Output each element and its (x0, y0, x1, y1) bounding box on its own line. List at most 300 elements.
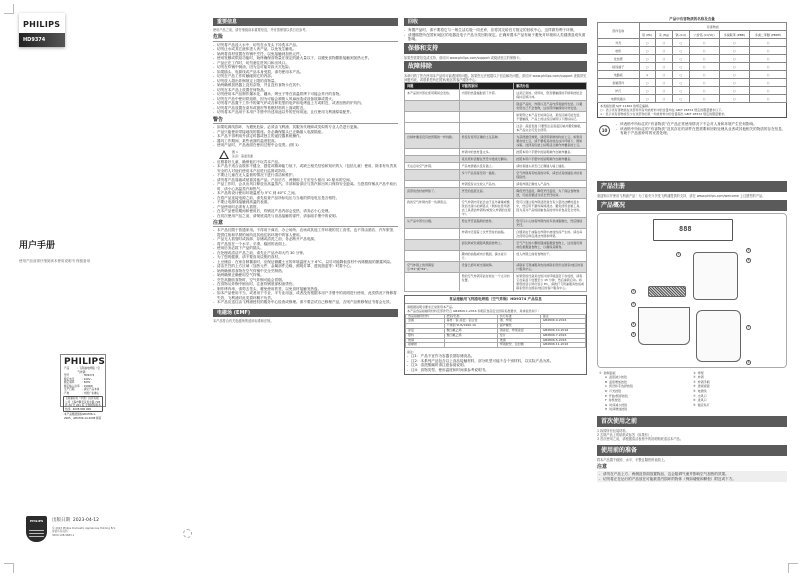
table-cell: GB4806.11-2016 (540, 343, 585, 348)
recycle-icon (183, 529, 192, 538)
legend-item: F 待机按钮 (605, 398, 621, 403)
hazardous-substances-table: 部件名称 有害物质 铅 (Pb) 汞 (Hg) 镉 (Cd) 六价铬 (Cr(VI)) 多溴联苯 (PBB) 多溴二苯醚 (PBDE) 外壳 ○ ○ ○ ○ ○ ○ 电机 ○ ○ ○ ○ ○ ○ 发热管 ○ ○ ○ ○ ○ ○ 接线端子 ○ ○ ○ ○ ○ ○ 电路板 × ○ ○ ○ ○ ○ 金属部件 ○ ○ ○ ○ ○ ○ 炉灯 ○ ○ ○ ○ ○ ○ 电源线插头 ○ ○ ○ ○ ○ ○ (597, 22, 787, 103)
table-cell: 按照本用户手册中的说明制作自制炸薯条。 (514, 156, 587, 163)
substance-mark: ○ (750, 55, 787, 63)
danger-item: - 切勿在本产品上放置任何物品。 (213, 88, 398, 93)
caution-item: - 制作烤肉串，请剪去签头，避免使用铁签，以免食材接触发热盘。 (213, 287, 398, 292)
substance-mark: ○ (719, 47, 749, 55)
rohs-note: ○：表示该有害物质在该部件所有均质材料中的含量均在 GB/T 26572 规定的限量要求以下。 (600, 108, 725, 113)
table-cell: 空气炸锅具有较高的功率，请尝试其他插座并检查保险丝。 (514, 170, 587, 181)
substance-mark: ○ (655, 39, 672, 47)
copyright: © 2023 Philips Domestic Appliances Holding B.V. 保留所有权利 3000.108.9683.1 (52, 527, 116, 537)
table-cell: 面包屑或色素随风溅到食物上。 (459, 240, 514, 251)
table-cell (405, 123, 460, 134)
table-cell (405, 181, 460, 188)
legend-item: H 时间增加按钮 (605, 407, 628, 412)
substance-mark: ○ (639, 87, 655, 95)
label-address: 飞利浦家电（中国）投资有限公司 上海市静安区恒丰路 728 弄 20 号 201 室 全国顾客服务热线：4008 800 008 (63, 396, 103, 412)
table-cell (459, 112, 514, 123)
table-cell: 您在烹饪高脂肪的食材。 (459, 218, 514, 229)
warning-item: - 在本产品使用期间和使用后，炸锅及产品内部会变热，请务必小心处理。 (213, 209, 398, 214)
label-row (64, 392, 102, 396)
rohs-note: ×：表示该有害物质至少在该部件的某一均质材料中的含量超出 GB/T 26572 规定的限量要求。 (600, 112, 728, 117)
danger-item: - 切勿将产品浸入水中，切勿在水龙头下冲洗本产品。 (213, 43, 398, 48)
substance-mark: ○ (639, 39, 655, 47)
substance-mark: ○ (689, 79, 719, 87)
table-cell: 顶部的食材被烤焦了。 (405, 188, 460, 199)
caution-item: - 为了您的健康，请不要食用烧焦的食材。 (213, 255, 398, 260)
label-value: : 50Hz (82, 381, 91, 384)
recycle-item: - 弃置产品时，请不要将它与一般生活垃圾一同丢弃，应将其交给官方指定的回收中心，这样做有利于环保。 (404, 28, 587, 33)
substance-mark: ○ (655, 87, 672, 95)
substance-mark: ○ (719, 79, 749, 87)
table-cell (444, 343, 497, 348)
substance-mark: ○ (750, 63, 787, 71)
danger-item: - 始终将食材放置在炸锅中烹饪，以免接触到加热元件。 (213, 52, 398, 57)
danger-item: - 切勿放入超出炸锅规定上限的食物量。 (213, 79, 398, 84)
caution-item: - 始终确保将食物在空气炸锅中完全烹制熟。 (213, 269, 398, 274)
substance-mark: ○ (639, 55, 655, 63)
caution-item: - 在处理或清洁产品之前，请先让产品冷却大约 30 分钟。 (213, 251, 398, 256)
legend-item: ⑥ 电源线 (693, 388, 707, 393)
table-cell: 为获得最佳效果，请使用新鲜的粉质土豆。如果需要存放土豆，请不要将其存放在冰冷环境下，例如冰箱。选择其包装上标明适合制作炸薯条的土豆。 (514, 134, 587, 149)
substance-mark: ○ (639, 95, 655, 103)
label-logo: PHILIPS (64, 357, 106, 367)
food-note: - 注4：食物类型、使用温度和时间请参考说明书。 (407, 368, 584, 373)
table-cell: 锅盒产品时，炸锅以及产品内部将始终发烫。以避免您自己不会食物，这些部件触摸时切勿发烫。 (514, 101, 587, 112)
table-cell: 白烟是由于油脂在炸锅中被加热而产生的。请在每次使用后彻底清洁炸锅和烤架。 (514, 229, 587, 240)
crop-mark (4, 4, 14, 14)
hot-surface-figure: 图 1 注意：高温表面 (219, 150, 398, 159)
column-header: 铅 (Pb) (639, 31, 655, 39)
danger-item: - 切勿在炸锅中倒油，因为这可能导致火灾危险。 (213, 65, 398, 70)
legend-item: A 温度减少按钮 (605, 375, 627, 380)
table-cell: 钢、烤架 (497, 319, 540, 324)
philips-logo: PHILIPS (19, 13, 65, 33)
column-header: 汞 (Hg) (655, 31, 672, 39)
label-key: 生产日期 (64, 388, 75, 391)
table-cell: 如果您的设备是在较冷的环境温度下存放的，请将它在室温下放置至少 15 分钟，然后重新启动。如果您的显示屏仍显示 E1，请拨打飞利浦服务热线或联系您所在国家/地区的客户服务中心。 (514, 273, 587, 292)
epup-10-icon: 10 (599, 125, 610, 136)
substance-mark: ○ (750, 95, 787, 103)
danger-item: - 始终确保加热器上没有杂物，并且没有食物卡在其中。 (213, 83, 398, 88)
warning-item: - 应照看好儿童，确保他们不玩弄本产品。 (213, 160, 398, 165)
substance-mark: ○ (719, 55, 749, 63)
part-name: 电路板 (598, 71, 640, 79)
model-number: HD9374 (19, 33, 65, 47)
table-row (598, 55, 787, 63)
section-support: 保修和支持 (404, 43, 587, 54)
danger-item: - 如果插头、电源线或产品本身受损，请勿使用本产品。 (213, 70, 398, 75)
section-emf: 电磁场 (EMF) (213, 309, 398, 317)
danger-item: - 切勿将产品放置在桌布或窗帘等易燃材料的上面或附近。 (213, 106, 398, 111)
food-note: - 注3：清洗酸碱时请注意参阅说明。 (407, 363, 584, 368)
caution-item: - 土豆储存：在家自制薯条时，应保证储藏土豆的环境温度大于 6°C，以尽可能降低食材中丙烯酰胺的暴露风险。 (213, 260, 398, 265)
substance-mark: ○ (655, 63, 672, 71)
table-cell (405, 170, 460, 181)
recycle-item: - 请遵循您所在国家/地区的电器及电子产品分类回收规定。正确弃置本产品有助于避免对环境和人类健康造成负面影响。 (404, 33, 587, 42)
table-cell: 垫片 (497, 333, 540, 338)
substance-mark: ○ (672, 55, 689, 63)
warning-item: - 请勿将产品靠墙或贴靠其他产品。产品后方、两侧和上方应至少留出 10 厘米的空间。 (213, 178, 398, 183)
warning-item: - 不要让儿童在无人监督的情况下进行清洁和维护。 (213, 173, 398, 178)
table-cell (405, 149, 460, 156)
warning-item: - 本产品不适合由肢体不健全、感觉或精神能力低下，或缺乏相关经验和知识的人（包括儿童）使用，除非有负责其安全的人对他们使用本产品进行监督或指导。 (213, 164, 398, 173)
table-cell: 某些原料需要在烹饪中途进行翻动。 (459, 156, 514, 163)
table-row (598, 39, 787, 47)
substance-mark: ○ (750, 39, 787, 47)
section-recycle: 回收 (404, 18, 587, 26)
warning-item: - 本产品的设计使用环境温度为 5°C 到 40°C 之间。 (213, 191, 398, 196)
food-note: - 注2：本系列产品包含以上食品接触材料，部分机型可能不含个别材料，以实际产品为准。 (407, 359, 584, 364)
rating-label (60, 354, 106, 420)
substance-mark: ○ (719, 95, 749, 103)
label-key: 额定电压 (64, 377, 75, 381)
substance-mark: ○ (750, 87, 787, 95)
substance-mark: ○ (639, 63, 655, 71)
control-panel-diagram: 888 (653, 219, 733, 241)
substance-mark: ○ (672, 71, 689, 79)
substance-mark: ○ (672, 79, 689, 87)
table-cell: 本产品的外部在使用期间会发热。 (405, 90, 460, 101)
legend-item: C 预设和手选择按钮 (605, 384, 634, 389)
heading-warning: 警告 (213, 118, 398, 124)
substance-mark: ○ (655, 47, 672, 55)
support-column: 回收 - 弃置产品时，请不要将它与一般生活垃圾一同丢弃，应将其交给官方指定的回收中心，这样做有利于环保。 - 请遵循您所在国家/地区的电器及电子产品分类回收规定。正确弃置本产品有助于避免对环境和人类健康造成负面影响。 保修和支持 如果您需要信息或支持，请访问 www.philips.com/support 或阅读独立的保修卡。 故障排除 本章归纳了您在使用本产品时可能遇到的问题。如果您无法根据以下信息解决问题，请访问 www.philips.com/support 查阅常见问题列表，或联系您所在国家/地区的客户服务中心。 问题 可能的原因 解决办法 本产品的外部在使用期间会发热。 内部的热量辐射到了外部。 这是正常的。使用时，您需要触摸的手柄和按钮会保持足够冷却。 锅盒产品时，炸锅以及产品内部将始终发烫。以避免您自己不会食物，这些部件触摸时切勿发烫。 如果您让本产品长时间启动，某些区域可能发烫。不要触摸，产品上的这些区域用以下图标标记。 注意：高温表面 只要您注意高温区域并避免触碰，本产品完全可安全使用。 自制炸薯条没有按预期的一样烧脆。 您没有使用正确的土豆品种。 为获得最佳效果，请使用新鲜的粉质土豆。如果需要存放土豆，请不要将其存放在冰冷环境下，例如冰箱。选择其包装上标明适合制作炸薯条的土豆。 炸锅中的食材量太多。 按照本用户手册中的说明制作自制炸薯条。 某些原料需要在烹饪中途进行翻动。 按照本用户手册中的说明制作自制炸薯条。 无法启动空气炸锅。 产品电源插头没有插上。 请检查插头是否已正确插入墙上插座。 多个产品连接至同一插座。 空气炸锅具有较高的功率，请尝试其他插座并检查保险丝。 炸锅没有完全放入产品内。 请将炸锅正确放入产品内。 顶部的食材被烤焦了。 烹饪的温度过高。 降低烹饪温度，降低烹饪温度，为了保证食物熟透，可能需要适当延长烹饪时间。 我的空气炸锅内部一些剥落点。 空气炸锅内可能会由于意外碰撞或擦洗而出现小的剥落点（例如在使用清洁工具清洁炸锅和/或放入炸锅的过程中）。 您可以通过将炸锅浸泡到含有少量洗洁精的温水中，然后用不磨料海绵清洁。避免使用金属工具。因为其对产品的接触食品的材料是食品安全材料。 从产品中冒出白烟。 您在烹饪高脂肪的食材。 您可以小心地将炸锅内的多余油脂倒出，然后继续烹饪。 炸锅中还留着上次烹饪时的油脂。 白烟是由于油脂在炸锅中被加热而产生的。请在每次使用后彻底清洁炸锅和烤架。 面包屑或色素随风溅到食物上。 空气产生的小颗粒随油脂溅到食物上，这些面包屑或色素溅到食物上，以确保其顺利。 腌肉的油脂或肉汁溅到，滴水成污斤。 放入炸锅之前将食物拍干。 空气炸锅上的屏幕显示“E1”或“E2”。 设备已损坏或出现故障。 请联系飞利浦服务热线或联系您所在国家/地区的客户服务中心。 您的空气炸锅可能存放在一个太冷的位置。 如果您的设备是在较冷的环境温度下存放的，请将它在室温下放置至少 15 分钟，然后重新启动。如果您的显示屏仍显示 E1，请拨打飞利浦服务热线或联系您所在国家/地区的客户服务中心。 食品接触用飞利浦电烤箱（空气炸锅）HD9374 产品信息 请根据说明书要求正常使用本产品。 本产品食品接触用材料及部件符合 GB4806.1-2016 和相应食品安全国家标准要求，具体信息如下： 食品接触用材料 类别/名称 执行标准 备注 金属 基材：铁 涂层：铝合金 钢、烤架 GB4806.9-2016 不锈钢 SUS/1960.10 固炉螺丝 涂层 聚四氟乙烯 锅涂层、烤架涂层 GB4806.10-2016 塑料 聚四氟乙烯 垫片 GB4806.7-2016 玻璃 玻璃 GB4806.5-2016 硅橡胶 烤锅胶垫、密封圈 GB4806.11-2016 备注： - 注1：产品不宜作为容器长期存储食品。 - 注2：本系列产品包含以上食品接触材料，部分机型可能不含个别材料，以实际产品为准。 - 注3：清洗酸碱时请注意参阅说明。 - 注4：食物类型、使用温度和时间请参考说明书。 (404, 17, 587, 375)
table-row (405, 149, 587, 156)
table-cell: GB4806.7-2016 (540, 333, 585, 338)
warning-item: - 产品使用时必须有人看管。 (213, 205, 398, 210)
table-cell (405, 156, 460, 163)
table-cell: 聚四氟乙烯 (444, 328, 497, 333)
caution-item: - 如本产品使用不当，或者用于专业、半专业用途，或者没有根据本用户手册中的说明进行使用，此类情况下保修将失效，飞利浦对此类损坏概不负责。 (213, 291, 398, 300)
table-cell: 请将炸锅正确放入产品内。 (514, 181, 587, 188)
table-cell: 放入炸锅之前将食物拍干。 (514, 251, 587, 262)
table-cell: 玻璃 (497, 338, 540, 343)
danger-item: - 切勿使用本产品制作爆米花、藕米、烤豆子等在高温烘烤下可能会炸开的食物。 (213, 92, 398, 97)
table-cell: 请联系飞利浦服务热线或联系您所在国家/地区的客户服务中心。 (514, 262, 587, 273)
warning-item: - 产品工作时，会从出风口释放出高温蒸汽。手部和脸部应与蒸汽和出风口保持安全距离。当您将炸锅从产品中取出时，请小心高温蒸汽和热气。 (213, 182, 398, 191)
legend-item: G 时间减少按钮 (605, 402, 628, 407)
table-cell: 烹饪的温度过高。 (459, 188, 514, 199)
table-cell: 自制炸薯条没有按预期的一样烧脆。 (405, 134, 460, 149)
fryer-rear (696, 310, 741, 362)
table-cell: 烤锅胶垫、密封圈 (497, 343, 540, 348)
caution-item: - 在食物从炸锅中倒出时，注意炸锅底部积油烫伤。 (213, 282, 398, 287)
warning-item: - 本产品不得利用外部定时器或独立的遥控器系统操作。 (213, 134, 398, 139)
caution-item: - 产品无人看管时或拆卸、存储或清洗之前，务必断开产品电源。 (213, 237, 398, 242)
first-use-step: 1 拆掉所有包装材料。 (597, 428, 629, 433)
table-cell: 基材：铁 涂层：铝合金 (444, 319, 497, 324)
table-cell: 空气产生的小颗粒随油脂溅到食物上，这些面包屑或色素溅到食物上，以确保其顺利。 (514, 240, 587, 251)
section-register: 产品注册 (597, 181, 787, 192)
table-cell: 空气炸锅内可能会由于意外碰撞或擦洗而出现小的剥落点（例如在使用清洁工具清洁炸锅和/或放入炸锅的过程中）。 (459, 199, 514, 218)
substance-mark: ○ (719, 71, 749, 79)
manual-title: 用户手册 (19, 241, 56, 251)
substance-mark: ○ (672, 63, 689, 71)
part-name: 炉灯 (598, 87, 640, 95)
label-standard: 本产品根据国标GB4706.1-2005，GB4706.14-2008 制造 (64, 413, 102, 420)
table-cell: 硅橡胶 (406, 343, 445, 348)
legend-item: ② 烤架 (693, 370, 704, 375)
eco-item: - 该表格中所标注的“有害物质”在产品正常使用情况下不会对人身和环境产生任何影响。 (616, 122, 787, 127)
table-row (405, 90, 587, 101)
substance-mark: ○ (719, 63, 749, 71)
section-first-use: 首次使用之前 (597, 416, 787, 427)
label-key: 额定频率 (64, 381, 75, 384)
warning-item: - 使用产品时，产品表面在使用过程中会变烫。(图 1) (213, 143, 398, 148)
substance-mark: × (639, 71, 655, 79)
table-row (405, 170, 587, 181)
label-key: 型号 (64, 374, 70, 377)
eco-info (599, 122, 787, 136)
substance-mark: ○ (750, 79, 787, 87)
warning-item: - 在将产品连接电源之前，请先检查产品所标电压与当地的供电电压是否相符。 (213, 196, 398, 201)
label-value: : 220V~ (82, 377, 93, 381)
table-cell: GB4806.5-2016 (540, 338, 585, 343)
danger-item: - 切勿让水或其它液体进入该产品，以免发生触电。 (213, 47, 398, 52)
publish-date: 出版日期 2023-04-12 (52, 518, 100, 523)
column-header: 多溴二苯醚 (PBDE) (750, 31, 787, 39)
manual-subtitle: 使用产品前请仔细阅读本使用说明书 保留备用 (19, 259, 91, 263)
column-header: 镉 (Cd) (672, 31, 689, 39)
table-cell: 聚四氟乙烯 (444, 333, 497, 338)
substance-mark: ○ (689, 63, 719, 71)
warning-item: - 如果电源线损坏，为避免危险，必须由飞利浦、其服务代理商或类似的专业人员进行更换。 (213, 125, 398, 130)
table-cell: 请检查插头是否已正确插入墙上插座。 (514, 163, 587, 170)
table-cell: 您可以通过将炸锅浸泡到含有少量洗洁精的温水中，然后用不磨料海绵清洁。避免使用金属工具。因为其对产品的接触食品的材料是食品安全材料。 (514, 199, 587, 218)
substance-mark: ○ (689, 95, 719, 103)
part-name: 发热管 (598, 55, 640, 63)
legend-item: ⑧ 进风口 (693, 398, 707, 403)
substance-mark: ○ (639, 47, 655, 55)
table-row (598, 63, 787, 71)
heading-danger: 危险 (213, 35, 398, 41)
table-row (405, 199, 587, 218)
caution-item: - 使用后务必拔下产品的插头。 (213, 246, 398, 251)
table-row (405, 101, 587, 112)
table-cell (459, 123, 514, 134)
part-name: 金属部件 (598, 79, 640, 87)
table-row (405, 240, 587, 251)
table-cell: 内部的热量辐射到了外部。 (459, 90, 514, 101)
table-cell: 塑料 (406, 333, 445, 338)
section-important: 重要信息 (213, 18, 398, 26)
caution-item: - 本产品仅限于普通家用。不得用于商店、办公场所、农场或其他工作环境的员工食堂。也不得由酒店、汽车旅馆、提供住宿和早餐的场所及其他住宿环境中的客人使用。 (213, 228, 398, 237)
label-key: 产地 (64, 391, 70, 395)
crop-mark (4, 563, 14, 573)
label-value: : 1500W (82, 384, 93, 388)
danger-item: - 切勿将本产品用于本用户手册中所述用途以外的任何用途，且仅使用飞利浦原装配件。 (213, 110, 398, 115)
table-cell (405, 112, 460, 123)
table-cell: 注意：高温表面 只要您注意高温区域并避免触碰，本产品完全可安全使用。 (514, 123, 587, 134)
table-row (405, 134, 587, 149)
substance-mark: ○ (655, 79, 672, 87)
food-note: - 注1：产品不宜作为容器长期存储食品。 (407, 354, 584, 359)
table-cell: 金属 (406, 319, 445, 324)
heading-caution: 注意 (213, 221, 398, 227)
table-cell: 多个产品连接至同一插座。 (459, 170, 514, 181)
substance-mark: ○ (655, 55, 672, 63)
table-row (598, 95, 787, 103)
legend-item: D 灯光按钮 (605, 388, 622, 393)
substance-mark: ○ (639, 79, 655, 87)
product-overview-diagram: 888 1 9 8 2 3 4 5 7 6 (597, 213, 787, 368)
substance-mark: ○ (655, 71, 672, 79)
table-cell: 炸锅中还留着上次烹饪时的油脂。 (459, 229, 514, 240)
table-cell: 不锈钢 SUS/1960.10 (444, 324, 497, 329)
caution-item: - 始终确保正确使用空气炸锅。 (213, 273, 398, 278)
table-cell: 您的空气炸锅可能存放在一个太冷的位置。 (459, 273, 514, 292)
danger-item: - 产品正在工作时，切勿遮住进风口和出风口。 (213, 61, 398, 66)
note-item: - 请勿在产品上方、两侧及背面放置物品，这会阻碍气流并影响空气加热的效果。 (599, 472, 785, 477)
legend-item: ① 控制面板 (599, 370, 616, 375)
table-cell: 空气炸锅上的屏幕显示“E1”或“E2”。 (405, 262, 460, 273)
legend-item: ⑦ 出风口 (693, 393, 707, 398)
substance-mark: ○ (689, 55, 719, 63)
table-cell: 这是正常的。使用时，您需要触摸的手柄和按钮会保持足够冷却。 (514, 90, 587, 101)
table-cell: 锅涂层、烤架涂层 (497, 328, 540, 333)
substance-mark: ○ (689, 71, 719, 79)
table-cell: GB4806.10-2016 (540, 328, 585, 333)
warning-triangle-icon (219, 150, 229, 159)
table-row (598, 79, 787, 87)
eco-item: - 该表格中所标注的“有害物质”及其存在的部件在您需要和回收处理从业者或其他相关的物质的存在信息，有助于产品废弃时的妥善处理。 (616, 127, 787, 136)
troubleshooting-table: 问题 可能的原因 解决办法 本产品的外部在使用期间会发热。 内部的热量辐射到了外部。 这是正常的。使用时，您需要触摸的手柄和按钮会保持足够冷却。 锅盒产品时，炸锅以及产品内部将始终发烫。以避免您自己不会食物，这些部件触摸时切勿发烫。 如果您让本产品长时间启动，某些区域可能发烫。不要触摸，产品上的这些区域用以下图标标记。 注意：高温表面 只要您注意高温区域并避免触碰，本产品完全可安全使用。 自制炸薯条没有按预期的一样烧脆。 您没有使用正确的土豆品种。 为获得最佳效果，请使用新鲜的粉质土豆。如果需要存放土豆，请不要将其存放在冰冷环境下，例如冰箱。选择其包装上标明适合制作炸薯条的土豆。 炸锅中的食材量太多。 按照本用户手册中的说明制作自制炸薯条。 某些原料需要在烹饪中途进行翻动。 按照本用户手册中的说明制作自制炸薯条。 无法启动空气炸锅。 产品电源插头没有插上。 请检查插头是否已正确插入墙上插座。 多个产品连接至同一插座。 空气炸锅具有较高的功率，请尝试其他插座并检查保险丝。 炸锅没有完全放入产品内。 请将炸锅正确放入产品内。 顶部的食材被烤焦了。 烹饪的温度过高。 降低烹饪温度，降低烹饪温度，为了保证食物熟透，可能需要适当延长烹饪时间。 我的空气炸锅内部一些剥落点。 空气炸锅内可能会由于意外碰撞或擦洗而出现小的剥落点（例如在使用清洁工具清洁炸锅和/或放入炸锅的过程中）。 您可以通过将炸锅浸泡到含有少量洗洁精的温水中，然后用不磨料海绵清洁。避免使用金属工具。因为其对产品的接触食品的材料是食品安全材料。 从产品中冒出白烟。 您在烹饪高脂肪的食材。 您可以小心地将炸锅内的多余油脂倒出，然后继续烹饪。 炸锅中还留着上次烹饪时的油脂。 白烟是由于油脂在炸锅中被加热而产生的。请在每次使用后彻底清洁炸锅和烤架。 面包屑或色素随风溅到食物上。 空气产生的小颗粒随油脂溅到食物上，这些面包屑或色素溅到食物上，以确保其顺利。 腌肉的油脂或肉汁溅到，滴水成污斤。 放入炸锅之前将食物拍干。 空气炸锅上的屏幕显示“E1”或“E2”。 设备已损坏或出现故障。 请联系飞利浦服务热线或联系您所在国家/地区的客户服务中心。 您的空气炸锅可能存放在一个太冷的位置。 如果您的设备是在较冷的环境温度下存放的，请将它在室温下放置至少 15 分钟，然后重新启动。如果您的显示屏仍显示 E1，请拨打飞利浦服务热线或联系您所在国家/地区的客户服务中心。 (404, 82, 587, 292)
table-cell (405, 251, 460, 262)
warning-item: - 产品只能使用带接地线的插座。务必确保插头已正确插入电源插座。 (213, 130, 398, 135)
section-overview: 产品概况 (597, 200, 787, 211)
danger-item: - 切勿将产品置于工作中的煤气炉或各种类型的电炉和电烤盘上方或附近，或者加热的炉具内。 (213, 101, 398, 106)
warning-item: - 器具工作期间，某些表面的温度很高。 (213, 139, 398, 144)
table-row (405, 112, 587, 123)
substance-mark: ○ (689, 87, 719, 95)
safety-column: 重要信息 使用产品之前，请仔细阅读本重要信息，并妥善保管以供日后参考。 危险 - 切勿将产品浸入水中，切勿在水龙头下冲洗本产品。 - 切勿让水或其它液体进入该产品，以免发生触电。 - 始终将食材放置在炸锅中烹饪，以免接触到加热元件。 - 使用发酵或烘焙功能时，始终确保食物量在规定的最大量以下，以避免食物膨胀接触到加热元件。 - 产品正在工作时，切勿遮住进风口和出风口。 - 切勿在炸锅中倒油，因为这可能导致火灾危险。 - 如果插头、电源线或产品本身受损，请勿使用本产品。 - 切勿在产品工作时触碰到它的内部。 - 切勿放入超出炸锅规定上限的食物量。 - 始终确保加热器上没有杂物，并且没有食物卡在其中。 - 切勿在本产品上放置任何物品。 - 切勿使用本产品制作爆米花、藕米、烤豆子等在高温烘烤下可能会炸开的食物。 - 切勿在产品中使用烘焙纸，因为可能会被吸入风扇而造成设备故障或着火。 - 切勿将产品置于工作中的煤气炉或各种类型的电炉和电烤盘上方或附近，或者加热的炉具内。 - 切勿将产品放置在桌布或窗帘等易燃材料的上面或附近。 - 切勿将本产品用于本用户手册中所述用途以外的任何用途，且仅使用飞利浦原装配件。 警告 - 如果电源线损坏，为避免危险，必须由飞利浦、其服务代理商或类似的专业人员进行更换。 - 产品只能使用带接地线的插座。务必确保插头已正确插入电源插座。 - 本产品不得利用外部定时器或独立的遥控器系统操作。 - 器具工作期间，某些表面的温度很高。 - 使用产品时，产品表面在使用过程中会变烫。(图 1) 图 1 注意：高温表面 - 应照看好儿童，确保他们不玩弄本产品。 - 本产品不适合由肢体不健全、感觉或精神能力低下，或缺乏相关经验和知识的人（包括儿童）使用，除非有负责其安全的人对他们使用本产品进行监督或指导。 - 不要让儿童在无人监督的情况下进行清洁和维护。 - 请勿将产品靠墙或贴靠其他产品。产品后方、两侧和上方应至少留出 10 厘米的空间。 - 产品工作时，会从出风口释放出高温蒸汽。手部和脸部应与蒸汽和出风口保持安全距离。当您将炸锅从产品中取出时，请小心高温蒸汽和热气。 - 本产品的设计使用环境温度为 5°C 到 40°C 之间。 - 在将产品连接电源之前，请先检查产品所标电压与当地的供电电压是否相符。 - 不要让电源线接触到高温的表面。 - 产品使用时必须有人看管。 - 在本产品使用期间和使用后，炸锅及产品内部会变热，请务必小心处理。 - 在初次使用产品之前，请彻底清洗与食品接触的部件，请参阅手册中的说明。 注意 - 本产品仅限于普通家用。不得用于商店、办公场所、农场或其他工作环境的员工食堂。也不得由酒店、汽车旅馆、提供住宿和早餐的场所及其他住宿环境中的客人使用。 - 产品无人看管时或拆卸、存储或清洗之前，务必断开产品电源。 - 将产品放在一个水平、平滑、稳固的表面上。 - 使用后务必拔下产品的插头。 - 在处理或清洁产品之前，请先让产品冷却大约 30 分钟。 - 为了您的健康，请不要食用烧焦的食材。 - 土豆储存：在家自制薯条时，应保证储藏土豆的环境温度大于 6°C，以尽可能降低食材中丙烯酰胺的暴露风险。 - 清洁烹饪的上方区域（加热元件、金属部件边缘、照明灯罩、透视窗盖等）时要小心。 - 始终确保将食物在空气炸锅中完全烹制熟。 - 始终确保正确使用空气炸锅。 - 烹饪高脂肪食物时，空气炸锅可能会冒烟。 - 在食物从炸锅中倒出时，注意炸锅底部积油烫伤。 - 制作烤肉串，请剪去签头，避免使用铁签，以免食材接触发热盘。 - 如本产品使用不当，或者用于专业、半专业用途，或者没有根据本用户手册中的说明进行使用，此类情况下保修将失效，飞利浦对此类损坏概不负责。 - 本产品应送往由飞利浦授权的服务中心检查或修理。请不要尝试自己修理产品，否则产品维修保证书将会无效。 电磁场 (EMF) 本产品符合有关电磁场的适用标准和法规。 (213, 17, 398, 323)
first-use-step: 2 去除产品上的贴纸或标签（如果有）。 (597, 433, 655, 438)
table-row (405, 218, 587, 229)
table-cell: 从产品中冒出白烟。 (405, 218, 460, 229)
table-cell: 如果您让本产品长时间启动，某些区域可能发烫。不要触摸，产品上的这些区域用以下图标标记。 (514, 112, 587, 123)
label-value: : 飞利浦电烤箱（空气炸锅） (77, 367, 100, 374)
part-name: 电机 (598, 47, 640, 55)
table-cell: 按照本用户手册中的说明制作自制炸薯条。 (514, 149, 587, 156)
table-row (405, 229, 587, 240)
table-row (405, 156, 587, 163)
table-row (405, 163, 587, 170)
table-cell: 产品电源插头没有插上。 (459, 163, 514, 170)
food-materials-table: 食品接触用材料 类别/名称 执行标准 备注 金属 基材：铁 涂层：铝合金 钢、烤架 GB4806.9-2016 不锈钢 SUS/1960.10 固炉螺丝 涂层 聚四氟乙烯 锅涂层、烤架涂层 GB4806.10-2016 塑料 聚四氟乙烯 垫片 GB4806.7-2016 玻璃 玻璃 GB4806.5-2016 硅橡胶 烤锅胶垫、密封圈 GB4806.11-2016 (405, 314, 586, 349)
substance-mark: ○ (655, 95, 672, 103)
legend-item: E 开始/暂停按钮 (605, 393, 628, 398)
table-cell: 炸锅没有完全放入产品内。 (459, 181, 514, 188)
table-row (405, 188, 587, 199)
table-cell: 降低烹饪温度，降低烹饪温度，为了保证食物熟透，可能需要适当延长烹饪时间。 (514, 188, 587, 199)
fryer-body (693, 252, 738, 300)
substance-mark: ○ (750, 71, 787, 79)
table-cell (405, 273, 460, 292)
basket (638, 307, 690, 345)
food-contact-info: 食品接触用飞利浦电烤箱（空气炸锅）HD9374 产品信息 请根据说明书要求正常使用本产品。 本产品食品接触用材料及部件符合 GB4806.1-2016 和相应食品安全国家标准要求，具体信息如下： 食品接触用材料 类别/名称 执行标准 备注 金属 基材：铁 涂层：铝合金 钢、烤架 GB4806.9-2016 不锈钢 SUS/1960.10 固炉螺丝 涂层 聚四氟乙烯 锅涂层、烤架涂层 GB4806.10-2016 塑料 聚四氟乙烯 垫片 GB4806.7-2016 玻璃 玻璃 GB4806.5-2016 硅橡胶 烤锅胶垫、密封圈 GB4806.11-2016 备注： - 注1：产品不宜作为容器长期存储食品。 - 注2：本系列产品包含以上食品接触材料，部分机型可能不含个别材料，以实际产品为准。 - 注3：清洗酸碱时请注意参阅说明。 - 注4：食物类型、使用温度和时间请参考说明书。 (404, 295, 587, 375)
table-row (405, 123, 587, 134)
substance-mark: ○ (672, 39, 689, 47)
table-cell (405, 101, 460, 112)
table-row (406, 343, 586, 348)
substance-mark: ○ (672, 47, 689, 55)
column-header: 六价铬 (Cr(VI)) (689, 31, 719, 39)
table-cell: 您可以小心地将炸锅内的多余油脂倒出，然后继续烹饪。 (514, 218, 587, 229)
rohs-title: 产品中有害物质的名称及含量 (669, 17, 715, 21)
substance-mark: ○ (689, 39, 719, 47)
warning-item: - 不要让电源线接触到高温的表面。 (213, 200, 398, 205)
substance-mark: ○ (672, 87, 689, 95)
table-cell: 无法启动空气炸锅。 (405, 163, 460, 170)
legend-item: ⑤ 透视视窗 (693, 384, 710, 389)
legend-item: ④ 炸锅手柄 (693, 379, 710, 384)
overview-legend (597, 371, 787, 412)
part-name: 电源线插头 (598, 95, 640, 103)
caution-item: - 清洁烹饪的上方区域（加热元件、金属部件边缘、照明灯罩、透视窗盖等）时要小心。 (213, 264, 398, 269)
column-header: 多溴联苯 (PBB) (719, 31, 749, 39)
caution-item: - 将产品放在一个水平、平滑、稳固的表面上。 (213, 242, 398, 247)
substance-mark: ○ (750, 47, 787, 55)
table-cell: 我的空气炸锅内部一些剥落点。 (405, 199, 460, 218)
product-column: 产品中有害物质的名称及含量 部件名称 有害物质 铅 (Pb) 汞 (Hg) 镉 (Cd) 六价铬 (Cr(VI)) 多溴联苯 (PBB) 多溴二苯醚 (PBDE) 外壳 ○ ○ ○ ○ ○ ○ 电机 ○ ○ ○ ○ ○ ○ 发热管 ○ ○ ○ ○ ○ ○ 接线端子 ○ ○ ○ ○ ○ ○ 电路板 × ○ ○ ○ ○ ○ 金属部件 ○ ○ ○ ○ ○ ○ 炉灯 ○ ○ ○ ○ ○ ○ 电源线插头 ○ ○ ○ ○ ○ ○ 本表格依据 SJ/T 11364 的规定编制。 ○：表示该有害物质在该部件所有均质材料中的含量均在 GB/T 26572 规定的限量要求以下。 ×：表示该有害物质至少在该部件的某一均质材料中的含量超出 GB/T 26572 规定的限量要求。 10 - 该表格中所标注的“有害物质”在产品正常使用情况下不会对人身和环境产生任何影响。 - 该表格中所标注的“有害物质”及其存在的部件在您需要和回收处理从业者或其他相关的物质的存在信息，有助于产品废弃时的妥善处理。 产品注册 欢迎购买并使用飞利浦产品！为了能充分享受飞利浦提供的支持，请在 www.philips.com/welcome 上注册您的产品。 产品概况 888 1 9 8 2 3 4 5 7 6 ① 控制面板 ② 烤架 A 温度减少按钮 ③ 炸锅 B 温度增加按钮 ④ 炸锅手柄 C 预设和手选择按钮 ⑤ 透视视窗 D 灯光按钮 ⑥ 电源线 E 开始/暂停按钮 ⑦ 出风口 F 待机按钮 ⑧ 进风口 G 时间减少按钮 ⑨ 烟店系灯 H 时间增加按钮 首次使用之前 1 拆掉所有包装材料。 2 去除产品上的贴纸或标签（如果有）。 3 首次使用之前，请根据清洁表格中的说明彻底清洁本产品。 使用前的准备 将本产品置于稳固、水平、平整且隔热的表面上。 注意 - 请勿在产品上方、两侧及背面放置物品，这会阻碍气流并影响空气加热的效果。 - 切勿将正在运行的产品放在可能被蒸汽损坏的物体（例如墙壁和橱柜）附近或下方。 (597, 17, 787, 482)
label-value: : 中国广东佛山 (82, 391, 100, 395)
rohs-notes (597, 103, 787, 118)
label-value: : 请见产品本体 (82, 388, 100, 391)
legend-item: B 温度增加按钮 (605, 379, 627, 384)
table-cell: 您没有使用正确的土豆品种。 (459, 134, 514, 149)
table-cell: 固炉螺丝 (497, 324, 540, 329)
table-row (405, 251, 587, 262)
table-row (405, 262, 587, 273)
danger-item: - 使用发酵或烘焙功能时，始终确保食物量在规定的最大量以下，以避免食物膨胀接触到加热元件。 (213, 56, 398, 61)
table-cell: 腌肉的油脂或肉汁溅到，滴水成污斤。 (459, 251, 514, 262)
label-value: : HD9374 (82, 374, 95, 377)
crop-mark (788, 563, 798, 573)
first-use-step: 3 首次使用之前，请根据清洁表格中的说明彻底清洁本产品。 (597, 437, 683, 442)
substance-mark: ○ (719, 39, 749, 47)
table-row (598, 87, 787, 95)
table-cell: GB4806.9-2016 (540, 319, 585, 324)
label-key: 产品 (64, 367, 70, 370)
table-cell: 设备已损坏或出现故障。 (459, 262, 514, 273)
table-cell: 炸锅中的食材量太多。 (459, 149, 514, 156)
table-row (598, 47, 787, 55)
substance-mark: ○ (719, 87, 749, 95)
substance-mark: ○ (689, 47, 719, 55)
part-name: 外壳 (598, 39, 640, 47)
caution-item: - 本产品应送往由飞利浦授权的服务中心检查或修理。请不要尝试自己修理产品，否则产品维修保证书将会无效。 (213, 300, 398, 305)
brand-badge (19, 13, 65, 47)
table-cell: 玻璃 (406, 338, 445, 343)
part-name: 接线端子 (598, 63, 640, 71)
legend-item: ③ 炸锅 (693, 375, 704, 380)
legend-item (693, 407, 787, 412)
caution-item: - 烹饪高脂肪食物时，空气炸锅可能会冒烟。 (213, 278, 398, 283)
label-row (64, 367, 102, 374)
section-troubleshooting: 故障排除 (404, 61, 587, 72)
table-cell (459, 101, 514, 112)
table-cell: 涂层 (406, 328, 445, 333)
table-cell (405, 229, 460, 240)
section-preparation: 使用前的准备 (597, 445, 787, 456)
legend-item: ⑨ 烟店系灯 (693, 402, 710, 407)
substance-mark: ○ (672, 95, 689, 103)
table-row (405, 181, 587, 188)
label-key: 额定输入功率 (64, 384, 80, 388)
rohs-note: 本表格依据 SJ/T 11364 的规定编制。 (600, 104, 652, 109)
